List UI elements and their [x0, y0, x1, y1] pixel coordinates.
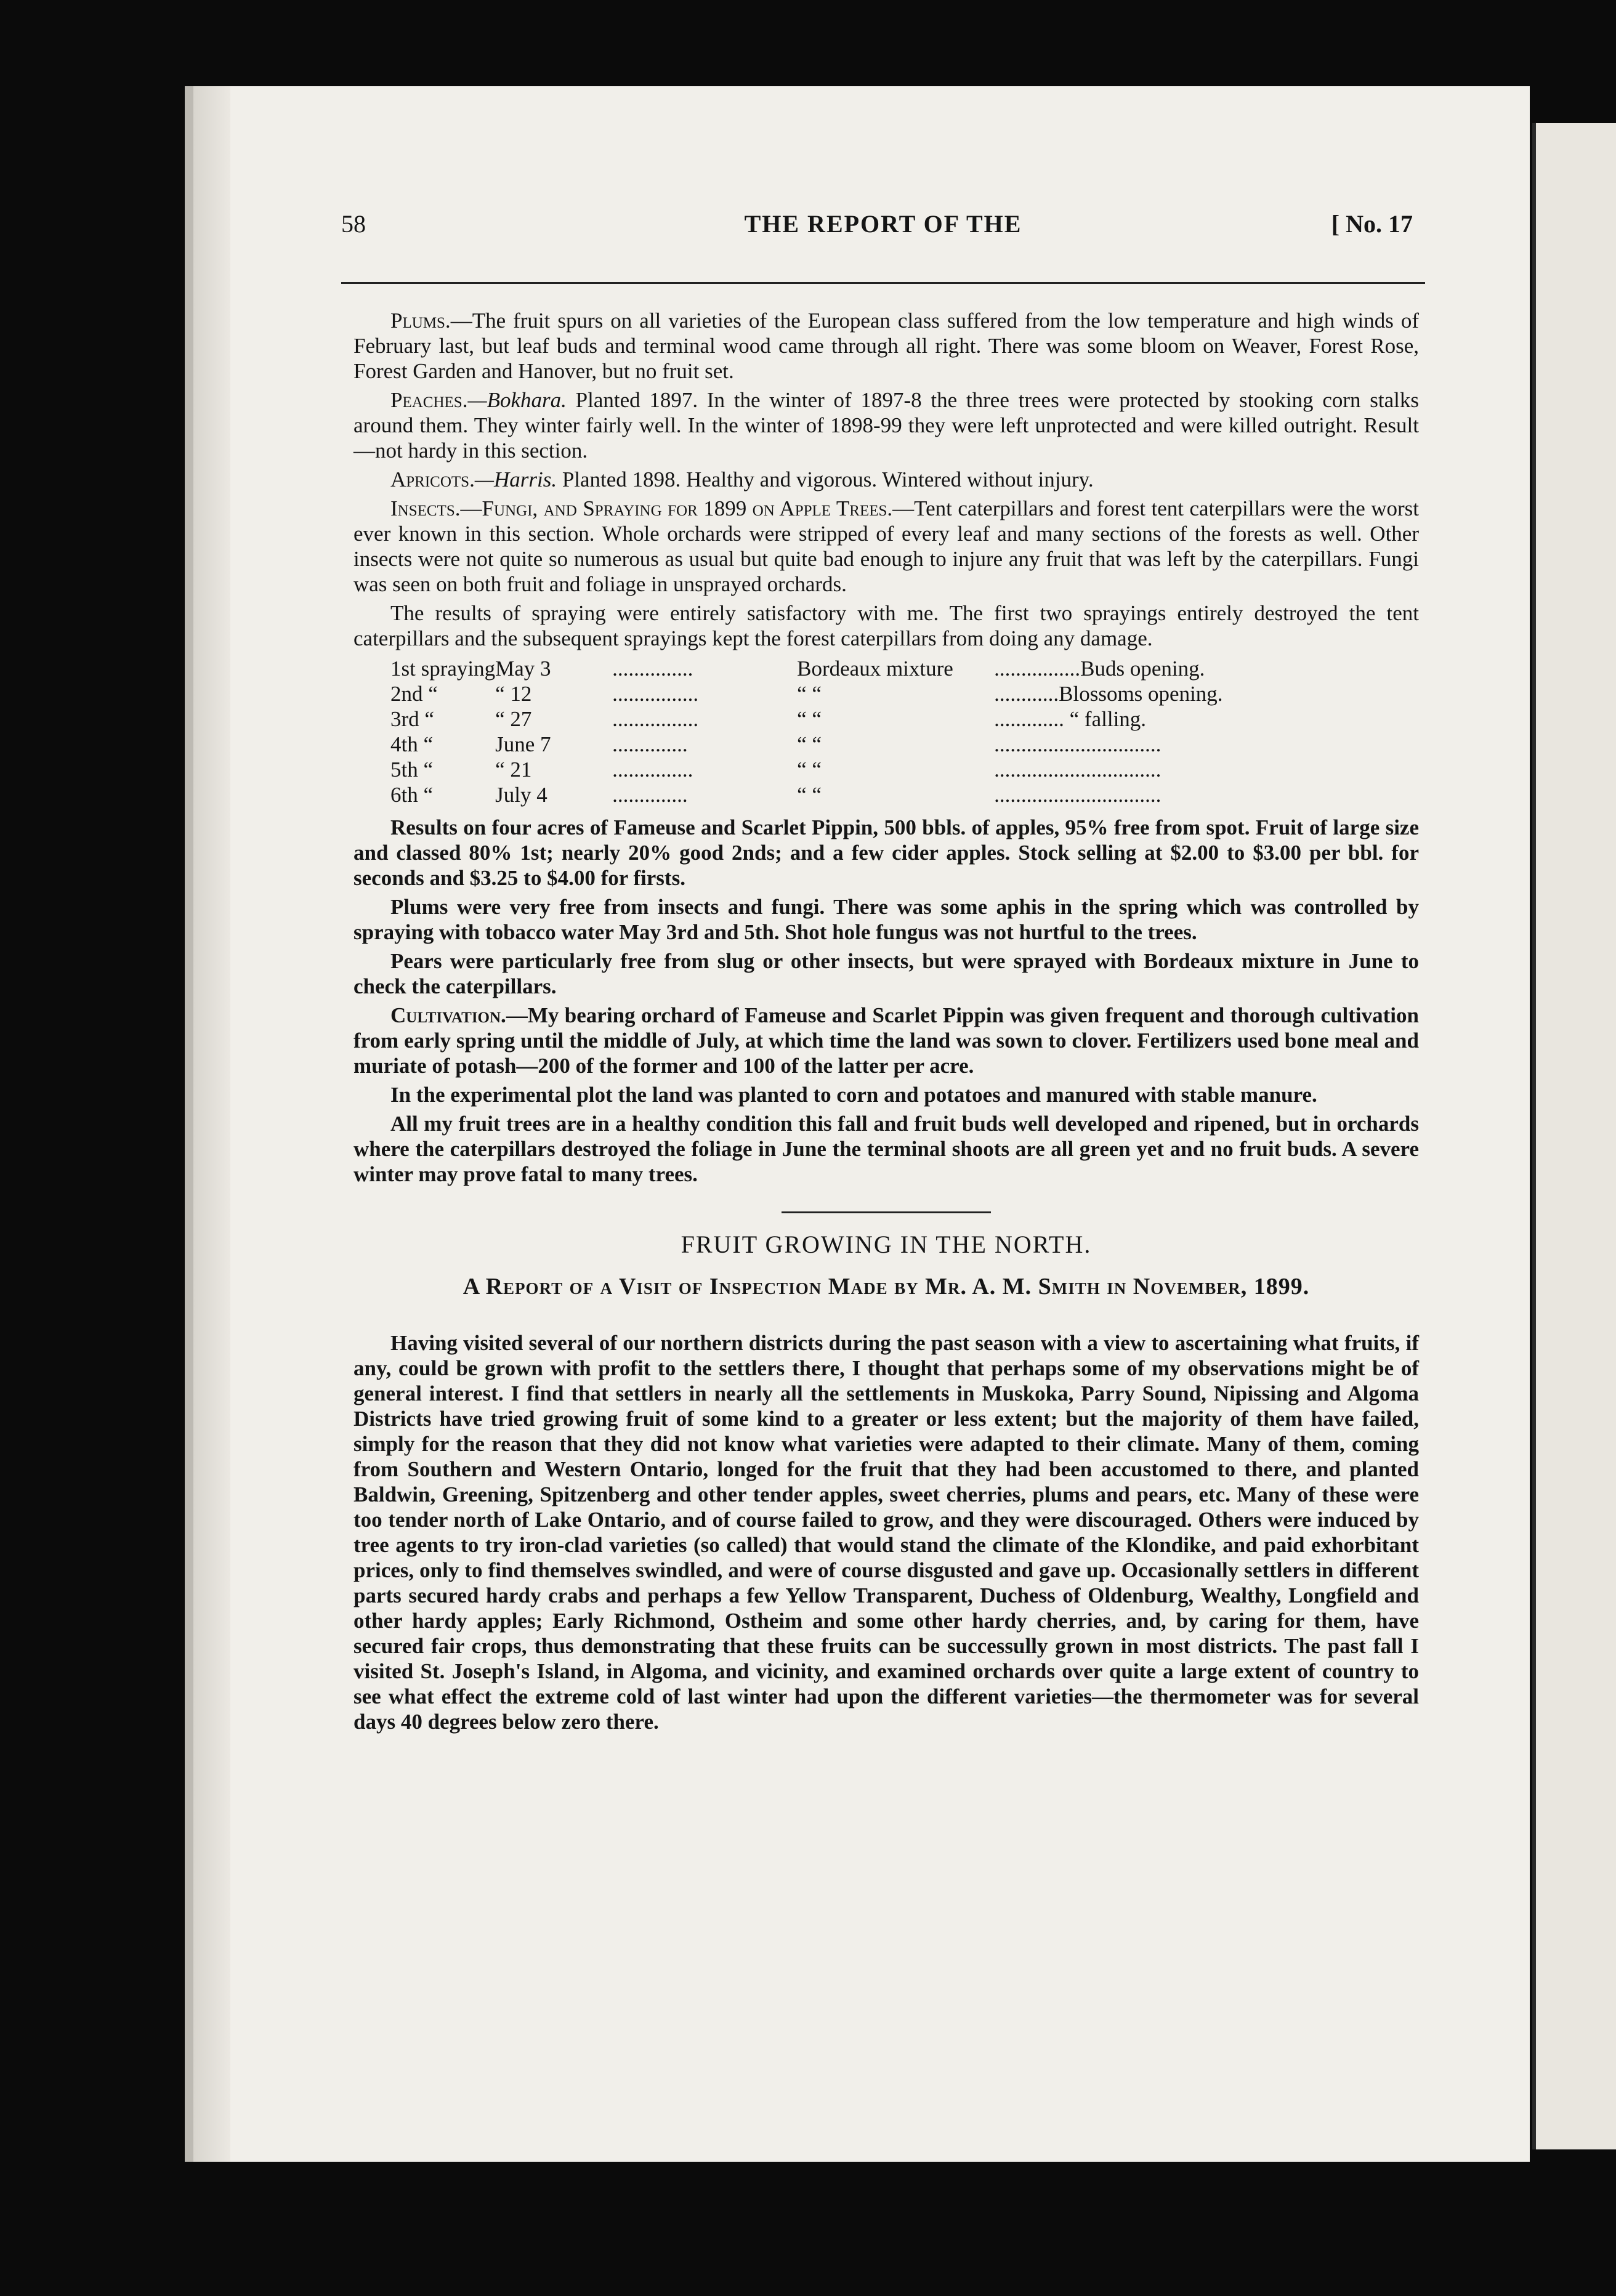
spray-row: [390, 681, 1339, 706]
paragraph-condition: All my fruit trees are in a healthy condition this fall and fruit buds well developed and ripened, but in orchards where the caterpillars destroyed the foliage in June the terminal shoots are all green yet and no fruit buds. A severe winter may prove fatal to many trees.: [354, 1112, 1419, 1186]
variety-peaches: —Bokhara.: [467, 388, 567, 412]
spray-cell-material: “ “: [797, 732, 822, 756]
paragraph-pears: Pears were particularly free from slug or other insects, but were sprayed with Bordeaux mixture in June to check the caterpillars.: [354, 949, 1419, 998]
spray-cell-dots1: ...............: [612, 657, 693, 681]
spray-cell-result: ................Buds opening.: [994, 657, 1205, 681]
spray-cell-result: ...............................: [994, 732, 1162, 756]
page-binding: [193, 86, 230, 2162]
spray-cell-ordinal: 5th “: [390, 758, 434, 782]
variety-apricots: —Harris.: [474, 467, 557, 491]
adjacent-page-edge: [1532, 123, 1616, 2149]
spray-cell-result: ............Blossoms opening.: [994, 682, 1223, 706]
text-insects: —Tent caterpillars and forest tent caterpillars were the worst ever known in this section. Whole orchards were stripped of every leaf and many sections of the forests as well. Other insects were not quite so numerous as usual but quite bad enough to injure any fruit that was left by the caterpillars. Fungi was seen on both fruit and foliage in unsprayed orchards.: [354, 496, 1419, 596]
spray-cell-material: Bordeaux mixture: [797, 657, 953, 681]
spray-cell-result: ............. “ falling.: [994, 707, 1147, 731]
paragraph-plums-insects: Plums were very free from insects and fungi. There was some aphis in the spring which was controlled by spraying with tobacco water May 3rd and 5th. Shot hole fungus was not hurtful to the trees.: [354, 895, 1419, 944]
spray-cell-date: May 3: [495, 657, 551, 681]
spray-cell-ordinal: 3rd “: [390, 707, 434, 731]
paragraph-apricots: [354, 467, 1419, 492]
spray-row: [390, 656, 1339, 681]
spray-cell-ordinal: 4th “: [390, 732, 434, 756]
issue-number: [ No. 17: [1331, 210, 1413, 238]
spray-cell-date: “ 27: [495, 707, 532, 731]
lead-peaches: Peaches.: [390, 388, 468, 412]
spray-cell-result: ...............................: [994, 783, 1162, 807]
spray-cell-material: “ “: [797, 783, 822, 807]
spray-cell-date: July 4: [495, 783, 547, 807]
spray-cell-date: June 7: [495, 732, 551, 756]
spray-cell-material: “ “: [797, 758, 822, 782]
text-cultivation: —My bearing orchard of Fameuse and Scarlet Pippin was given frequent and thorough cultivation from early spring until the middle of July, at which time the land was sown to clover. Fertilizers used bone meal and muriate of potash—200 of the former and 100 of the latter per acre.: [354, 1003, 1419, 1078]
spray-row: [390, 757, 1339, 782]
page-number: 58: [341, 210, 366, 238]
paragraph-peaches: [354, 387, 1419, 463]
paragraph-insects: [354, 496, 1419, 597]
paragraph-plums: [354, 308, 1419, 384]
spray-cell-ordinal: 1st spraying: [390, 657, 496, 681]
body-text: [354, 308, 1419, 1738]
lead-apricots: Apricots.: [390, 467, 475, 491]
spray-cell-result: ...............................: [994, 758, 1162, 782]
spray-cell-ordinal: 2nd “: [390, 682, 438, 706]
spray-row: [390, 732, 1339, 757]
paragraph-experimental-plot: In the experimental plot the land was planted to corn and potatoes and manured with stable manure.: [390, 1083, 1317, 1107]
spray-row: [390, 782, 1339, 807]
spray-cell-material: “ “: [797, 707, 822, 731]
spray-cell-date: “ 21: [495, 758, 532, 782]
spray-row: [390, 706, 1339, 732]
paragraph-cultivation: [354, 1003, 1419, 1078]
text-peaches: Planted 1897. In the winter of 1897-8 the three trees were protected by stooking corn stalks around them. They winter fairly well. In the winter of 1898-99 they were left unprotected and were killed outright. Result—not hardy in this section.: [354, 388, 1419, 463]
spraying-table: [390, 656, 1339, 807]
paragraph-yield: Results on four acres of Fameuse and Scarlet Pippin, 500 bbls. of apples, 95% free from spot. Fruit of large size and classed 80% 1st; nearly 20% good 2nds; and a few cider apples. Stock selling at $2.00 to $3.00 per bbl. for seconds and $3.25 to $4.00 for firsts.: [354, 815, 1419, 890]
text-apricots: Planted 1898. Healthy and vigorous. Wintered without injury.: [557, 467, 1094, 491]
spray-cell-ordinal: 6th “: [390, 783, 434, 807]
paragraph-results: The results of spraying were entirely satisfactory with me. The first two sprayings entirely destroyed the tent caterpillars and the subsequent sprayings kept the forest caterpillars from doing any damage.: [354, 601, 1419, 650]
spray-cell-date: “ 12: [495, 682, 532, 706]
spray-cell-dots1: ................: [612, 682, 699, 706]
spray-cell-dots1: ................: [612, 707, 699, 731]
book-page: [185, 86, 1530, 2162]
lead-plums: Plums.: [390, 309, 451, 333]
text-plums: —The fruit spurs on all varieties of the European class suffered from the low temperature and high winds of February last, but leaf buds and terminal wood came through all right. There was some bloom on Weaver, Forest Rose, Forest Garden and Hanover, but no fruit set.: [354, 309, 1419, 383]
header-rule: [341, 282, 1425, 284]
spray-cell-material: “ “: [797, 682, 822, 706]
lead-insects: Insects.—Fungi, and Spraying for 1899 on Apple Trees.: [390, 496, 893, 520]
spray-cell-dots1: ..............: [612, 732, 688, 756]
article-subtitle: A Report of a Visit of Inspection Made by Mr. A. M. Smith in November, 1899.: [463, 1274, 1310, 1300]
section-separator: [782, 1211, 991, 1213]
spray-cell-dots1: ...............: [612, 758, 693, 782]
running-title: THE REPORT OF THE: [744, 210, 1022, 238]
article-body: Having visited several of our northern districts during the past season with a view to ascertaining what fruits, if any, could be grown with profit to the settlers there, I thought that perhaps some of my observations might be of general interest. I find that settlers in nearly all the settlements in Muskoka, Parry Sound, Nipissing and Algoma Districts have tried growing fruit of some kind to a greater or less extent; but the majority of them have failed, simply for the reason that they did not know what varieties were adapted to their climate. Many of them, coming from Southern and Western Ontario, longed for the fruit that they had been accustomed to there, and planted Baldwin, Greening, Spitzenberg and other tender apples, sweet cherries, plums and pears, etc. Many of these were too tender north of Lake Ontario, and of course failed to grow, and they were discouraged. Others were induced by tree agents to try iron-clad varieties (so called) that would stand the climate of the Klondike, and paid exhorbitant prices, only to find themselves swindled, and were of course disgusted and gave up. Occasionally settlers in different parts secured hardy crabs and perhaps a few Yellow Transparent, Duchess of Oldenburg, Wealthy, Longfield and other hardy apples; Early Richmond, Ostheim and some other hardy cherries, and, by caring for them, have secured fair crops, thus demonstrating that these fruits can be successully grown in most districts. The past fall I visited St. Joseph's Island, in Algoma, and vicinity, and examined orchards over quite a large extent of country to see what effect the extreme cold of last winter had upon the different varieties—the thermometer was for several days 40 degrees below zero there.: [354, 1331, 1419, 1734]
article-title: FRUIT GROWING IN THE NORTH.: [681, 1231, 1092, 1258]
lead-cultivation: Cultivation.: [390, 1003, 506, 1027]
running-header: [341, 209, 1425, 253]
spray-cell-dots1: ..............: [612, 783, 688, 807]
